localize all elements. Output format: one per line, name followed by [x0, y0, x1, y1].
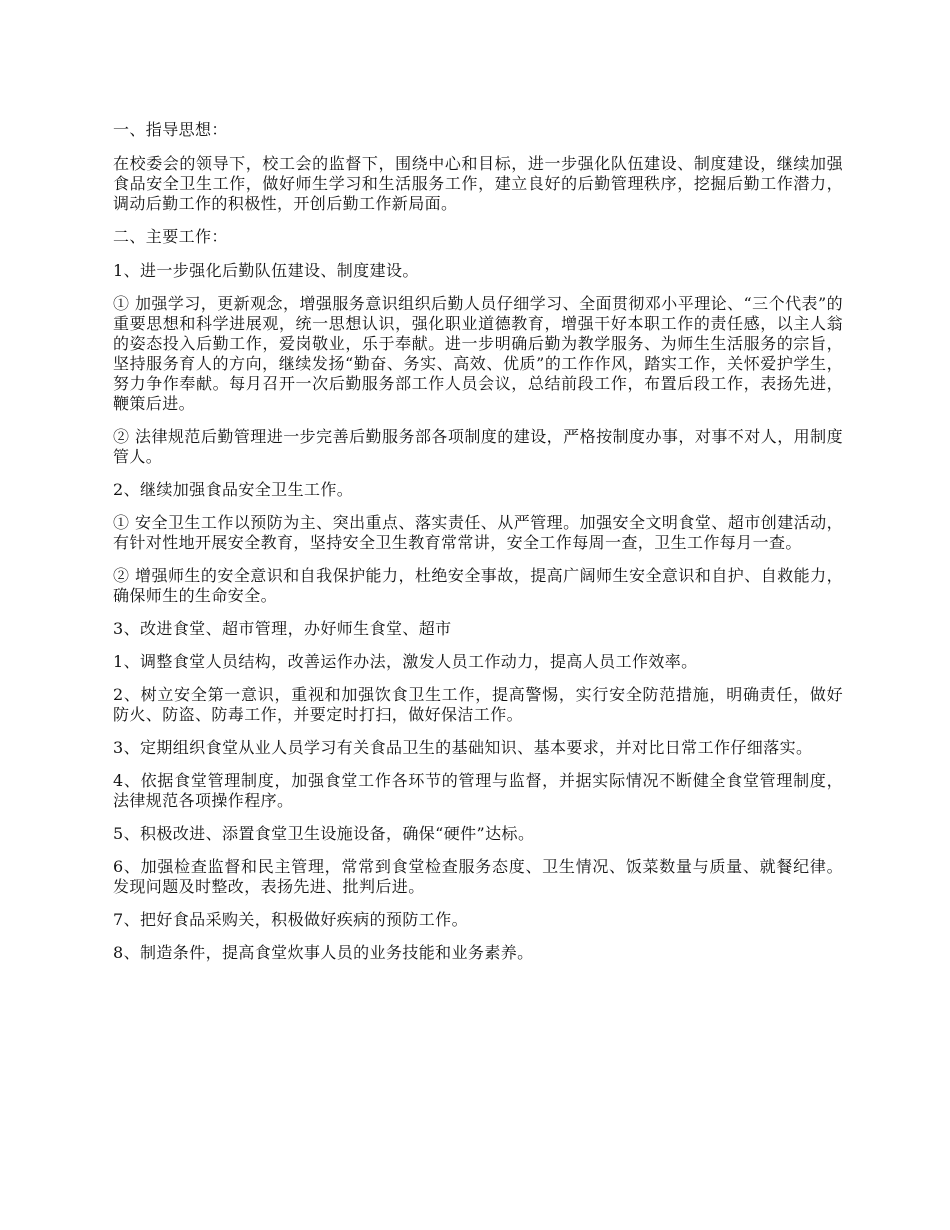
list-item-7-procurement: 7、把好食品采购关，积极做好疾病的预防工作。: [113, 910, 468, 929]
list-item-3-training: 3、定期组织食堂从业人员学习有关食品卫生的基础知识、基本要求，并对比日常工作仔细落实。: [113, 738, 813, 757]
item-2-food-safety: 2、继续加强食品安全卫生工作。: [113, 480, 354, 499]
section-heading-main-work: 二、主要工作：: [113, 227, 228, 246]
subitem-2-2-awareness: ② 增强师生的安全意识和自我保护能力，杜绝安全事故，提高广阔师生安全意识和自护、自救能力，确保师生的生命安全。: [113, 566, 843, 605]
list-item-6-inspection: 6、加强检查监督和民主管理，常常到食堂检查服务态度、卫生情况、饭菜数量与质量、就餐纪律。发现问题及时整改，表扬先进、批判后进。: [113, 857, 843, 896]
subitem-1-2-regulation: ② 法律规范后勤管理进一步完善后勤服务部各项制度的建设，严格按制度办事，对事不对人，用制度管人。: [113, 427, 843, 466]
list-item-2-safety-first: 2、树立安全第一意识，重视和加强饮食卫生工作，提高警惕，实行安全防范措施，明确责任，做好防火、防盗、防毒工作，并要定时打扫，做好保洁工作。: [113, 685, 843, 724]
document-body: [113, 120, 843, 976]
item-1-team-building: 1、进一步强化后勤队伍建设、制度建设。: [113, 261, 419, 280]
list-item-4-management-rules: 4、依据食堂管理制度，加强食堂工作各环节的管理与监督，并据实际情况不断健全食堂管理制度，法律规范各项操作程序。: [113, 771, 843, 810]
subitem-1-1-study: ① 加强学习，更新观念，增强服务意识组织后勤人员仔细学习、全面贯彻邓小平理论、“三个代表”的重要思想和科学进展观，统一思想认识，强化职业道德教育，增强干好本职工作的责任感，以主人翁的姿态投入后勤工作，爱岗敬业，乐于奉献。进一步明确后勤为教学服务、为师生生活服务的宗旨，坚持服务育人的方向，继续发扬“勤奋、务实、高效、优质”的工作作风，踏实工作，关怀爱护学生，努力争作奉献。每月召开一次后勤服务部工作人员会议，总结前段工作，布置后段工作，表扬先进，鞭策后进。: [113, 294, 843, 413]
paragraph-guiding-ideology: 在校委会的领导下，校工会的监督下，围绕中心和目标，进一步强化队伍建设、制度建设，继续加强食品安全卫生工作，做好师生学习和生活服务工作，建立良好的后勤管理秩序，挖掘后勤工作潜力，调动后勤工作的积极性，开创后勤工作新局面。: [113, 154, 843, 213]
subitem-2-1-prevention: ① 安全卫生工作以预防为主、突出重点、落实责任、从严管理。加强安全文明食堂、超市创建活动，有针对性地开展安全教育，坚持安全卫生教育常常讲，安全工作每周一查，卫生工作每月一查。: [113, 513, 843, 552]
list-item-8-skills: 8、制造条件，提高食堂炊事人员的业务技能和业务素养。: [113, 943, 534, 962]
list-item-1-staff-structure: 1、调整食堂人员结构，改善运作办法，激发人员工作动力，提高人员工作效率。: [113, 652, 698, 671]
section-heading-guiding-ideology: 一、指导思想：: [113, 120, 228, 139]
list-item-5-facilities: 5、积极改进、添置食堂卫生设施设备，确保“硬件”达标。: [113, 824, 535, 843]
item-3-canteen-management: 3、改进食堂、超市管理，办好师生食堂、超市: [113, 619, 452, 638]
